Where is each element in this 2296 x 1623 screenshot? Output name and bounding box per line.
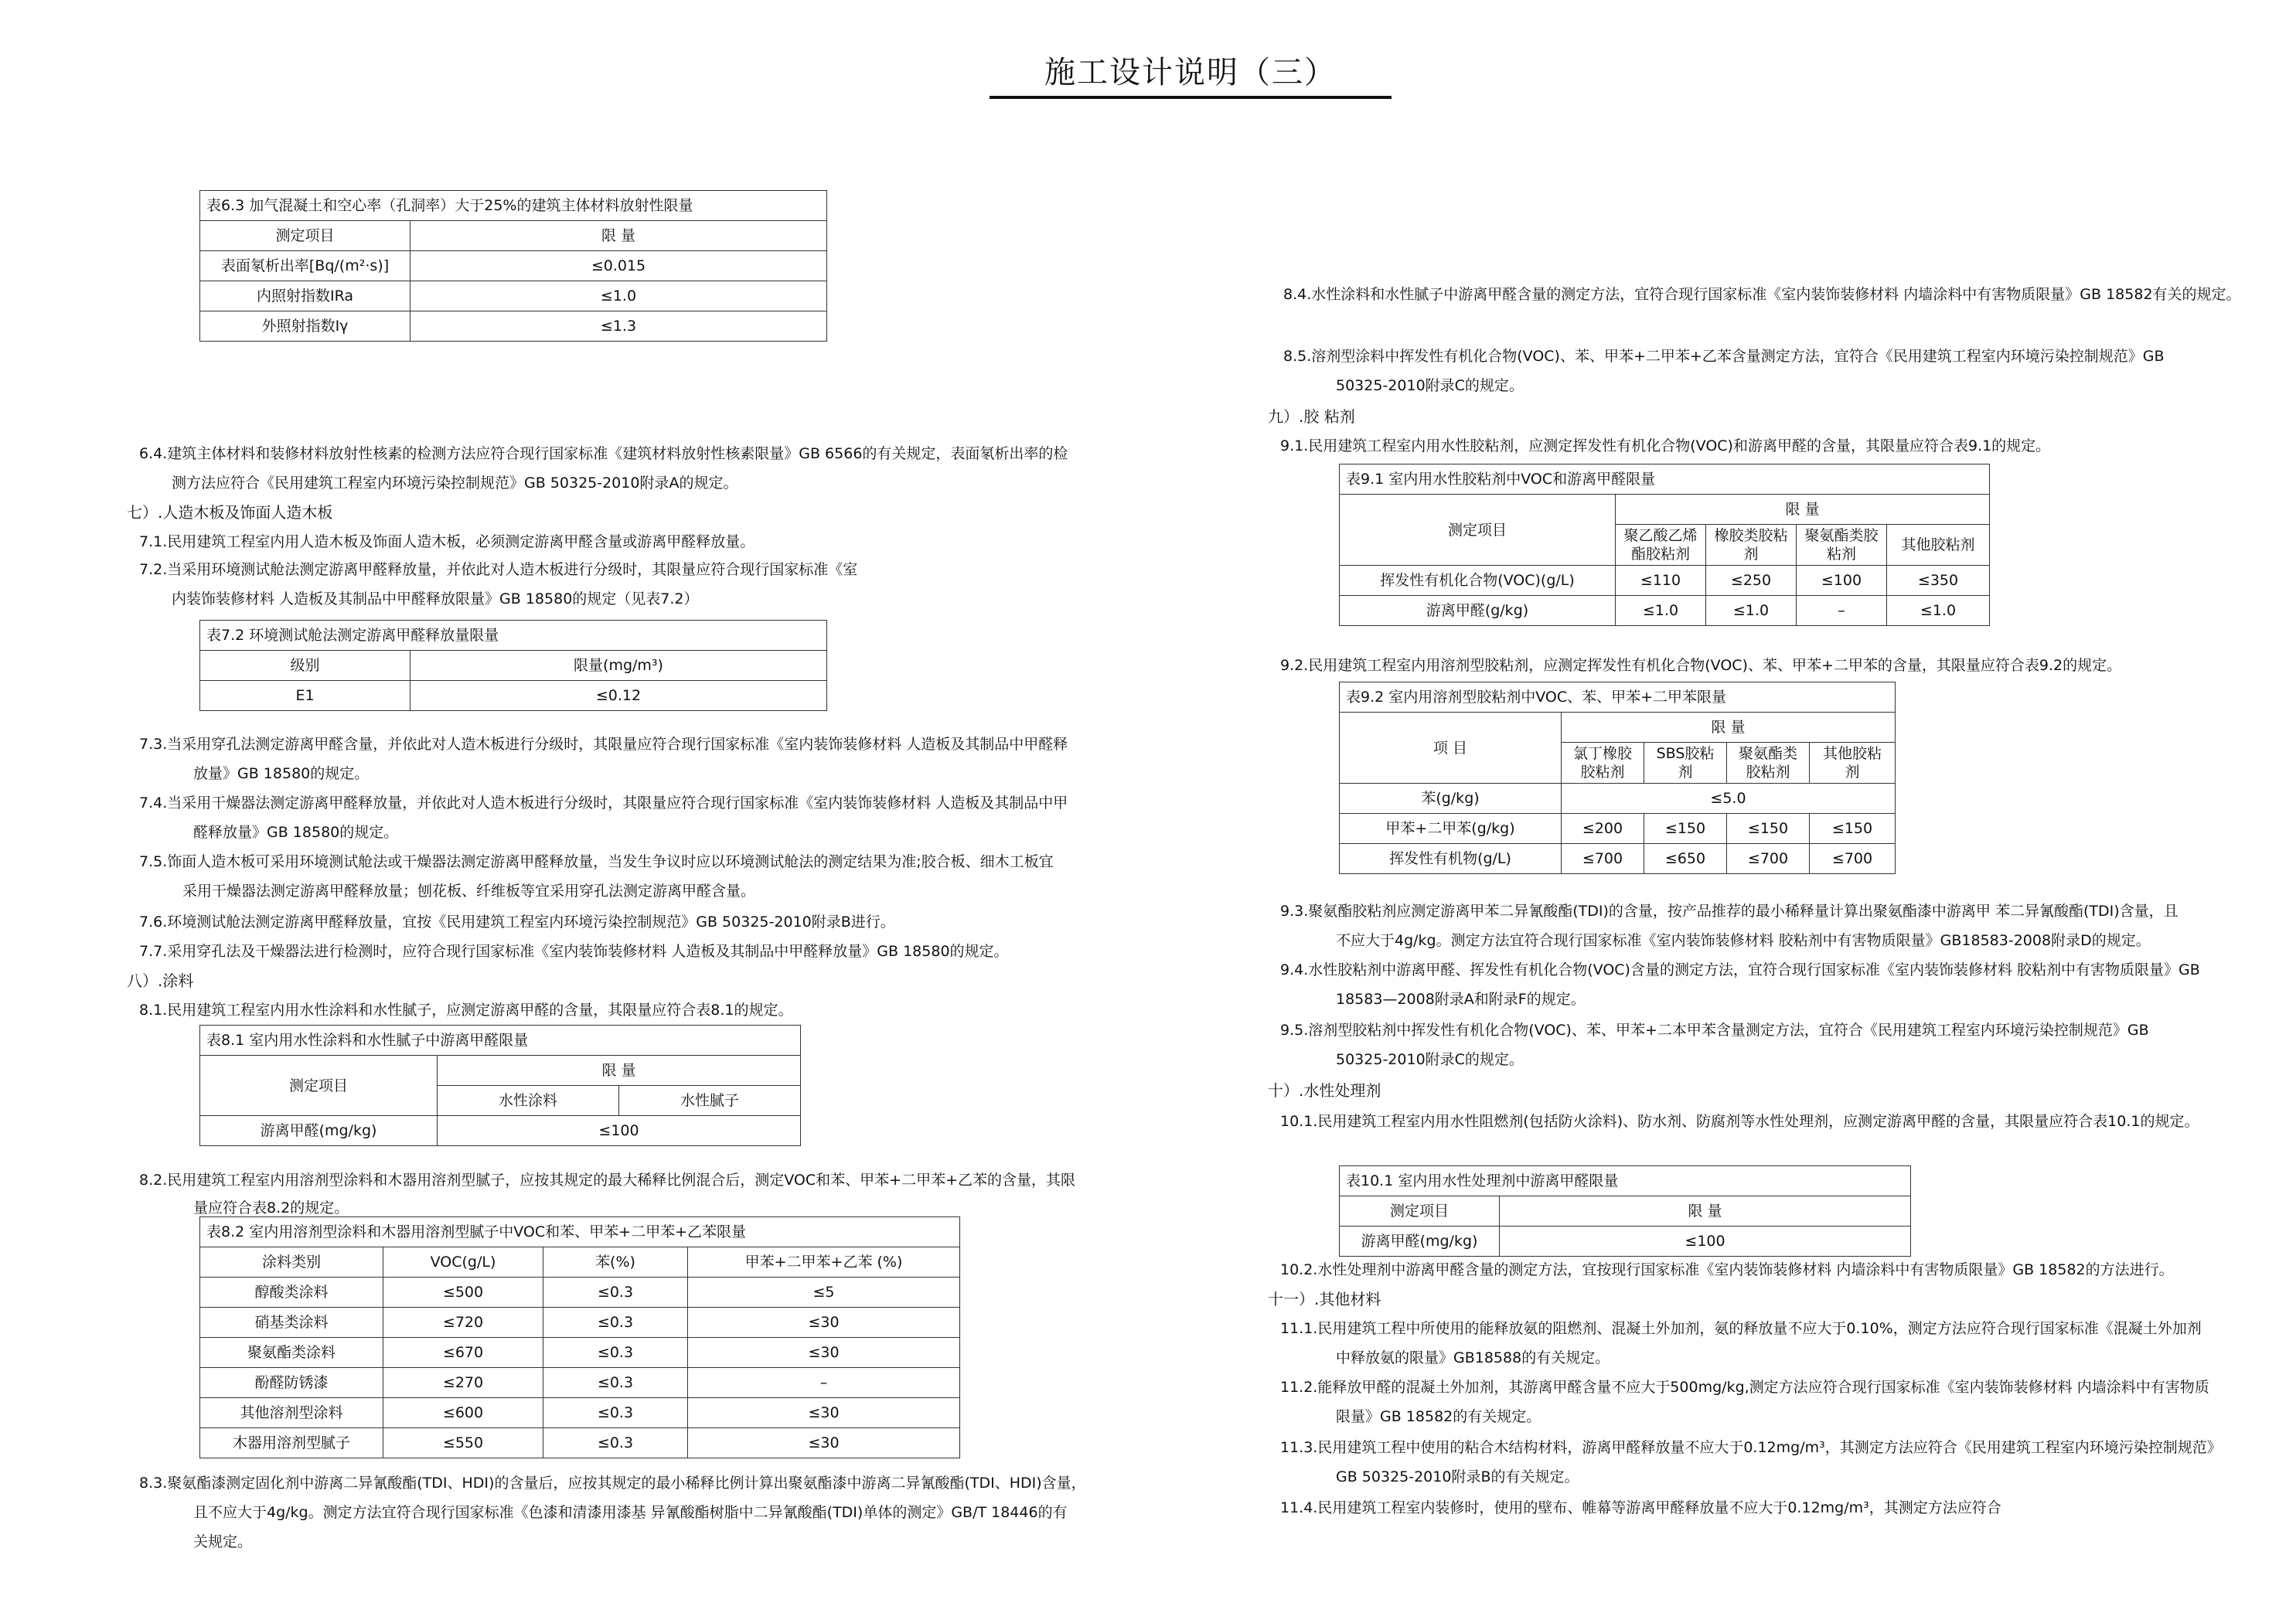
paragraph-11-2-cont: 限量》GB 18582的有关规定。 <box>1336 1408 1541 1425</box>
paragraph-7-7: 7.7.采用穿孔法及干燥器法进行检测时，应符合现行国家标准《室内装饰装修材料 人造板及其制品中甲醛释放量》GB 18580的规定。 <box>139 943 1009 960</box>
table-cell: ≤30 <box>688 1398 960 1428</box>
table-row <box>200 1338 960 1368</box>
table-caption: 表8.1 室内用水性涂料和水性腻子中游离甲醛限量 <box>200 1026 801 1056</box>
table-cell: ≤30 <box>688 1308 960 1338</box>
paragraph-9-5: 9.5.溶剂型胶粘剂中挥发性有机化合物(VOC)、苯、甲苯+二本甲苯含量测定方法，宜符合《民用建筑工程室内环境污染控制规范》GB <box>1280 1022 2149 1039</box>
table-header: VOC(g/L) <box>383 1247 543 1278</box>
table-cell: ≤0.3 <box>543 1398 688 1428</box>
table-cell: – <box>1797 596 1887 626</box>
table-cell: ≤0.015 <box>410 251 827 281</box>
table-cell: ≤350 <box>1887 566 1990 596</box>
table-9-1 <box>1339 464 1990 626</box>
table-header: 苯(%) <box>543 1247 688 1278</box>
table-row <box>200 1398 960 1428</box>
table-header: 限 量 <box>1616 495 1990 525</box>
table-cell: ≤100 <box>1797 566 1887 596</box>
table-cell: 木器用溶剂型腻子 <box>200 1428 383 1458</box>
table-cell: 挥发性有机化合物(VOC)(g/L) <box>1340 566 1616 596</box>
table-subheader: 氯丁橡胶胶粘剂 <box>1562 743 1644 784</box>
table-9-2 <box>1339 682 1896 874</box>
paragraph-9-1: 9.1.民用建筑工程室内用水性胶粘剂，应测定挥发性有机化合物(VOC)和游离甲醛的含量，其限量应符合表9.1的规定。 <box>1280 437 2051 454</box>
table-subheader: 其他胶粘剂 <box>1887 525 1990 566</box>
table-caption: 表6.3 加气混凝土和空心率（孔洞率）大于25%的建筑主体材料放射性限量 <box>200 191 827 221</box>
table-cell: ≤250 <box>1706 566 1797 596</box>
table-cell: ≤5 <box>688 1278 960 1308</box>
table-cell: ≤100 <box>1500 1227 1911 1257</box>
table-cell: 游离甲醛(g/kg) <box>1340 596 1616 626</box>
table-cell: ≤200 <box>1562 814 1644 844</box>
table-caption: 表7.2 环境测试舱法测定游离甲醛释放量限量 <box>200 621 827 651</box>
table-cell: 表面氡析出率[Bq/(m²·s)] <box>200 251 410 281</box>
table-header: 甲苯+二甲苯+乙苯 (%) <box>688 1247 960 1278</box>
page-title: 施工设计说明（三） <box>1044 55 1337 90</box>
table-cell: ≤700 <box>1810 844 1896 874</box>
paragraph-9-3-cont: 不应大于4g/kg。测定方法宜符合现行国家标准《室内装饰装修材料 胶粘剂中有害物质限量》GB18583-2008附录D的规定。 <box>1336 932 2151 949</box>
table-row <box>200 1368 960 1398</box>
paragraph-10-2: 10.2.水性处理剂中游离甲醛含量的测定方法，宜按现行国家标准《室内装饰装修材料 内墙涂料中有害物质限量》GB 18582的方法进行。 <box>1280 1261 2174 1278</box>
paragraph-7-3-cont: 放量》GB 18580的规定。 <box>193 765 370 782</box>
table-cell: ≤150 <box>1727 814 1810 844</box>
table-header: 测定项目 <box>1340 495 1616 566</box>
table-cell: E1 <box>200 681 410 711</box>
table-cell: ≤1.0 <box>1887 596 1990 626</box>
table-cell: ≤500 <box>383 1278 543 1308</box>
paragraph-7-2-cont: 内装饰装修材料 人造板及其制品中甲醛释放限量》GB 18580的规定（见表7.2） <box>172 590 699 607</box>
table-cell: ≤700 <box>1727 844 1810 874</box>
table-cell: ≤5.0 <box>1562 784 1896 814</box>
paragraph-7-3: 7.3.当采用穿孔法测定游离甲醛含量，并依此对人造木板进行分级时，其限量应符合现行国家标准《室内装饰装修材料 人造板及其制品中甲醛释 <box>139 736 1068 753</box>
paragraph-11-1-cont: 中释放氨的限量》GB18588的有关规定。 <box>1336 1349 1610 1366</box>
paragraph-9-3: 9.3.聚氨酯胶粘剂应测定游离甲苯二异氰酸酯(TDI)的含量，按产品推荐的最小稀释量计算出聚氨酯漆中游离甲 苯二异氰酸酯(TDI)含量，且 <box>1280 903 2178 920</box>
table-cell: ≤1.3 <box>410 311 827 342</box>
table-cell: ≤0.3 <box>543 1368 688 1398</box>
table-cell: ≤1.0 <box>410 281 827 311</box>
paragraph-9-4-cont: 18583—2008附录A和附录F的规定。 <box>1336 991 1586 1008</box>
table-row <box>200 281 827 311</box>
paragraph-8-3: 8.3.聚氨酯漆测定固化剂中游离二异氰酸酯(TDI、HDI)的含量后，应按其规定的最小稀释比例计算出聚氨酯漆中游离二异氰酸酯(TDI、HDI)含量， <box>139 1475 1086 1492</box>
paragraph-7-4: 7.4.当采用干燥器法测定游离甲醛释放量，并依此对人造木板进行分级时，其限量应符合现行国家标准《室内装饰装修材料 人造板及其制品中甲 <box>139 794 1068 812</box>
table-row <box>200 1308 960 1338</box>
table-cell: 苯(g/kg) <box>1340 784 1562 814</box>
table-7-2 <box>199 620 827 711</box>
table-row <box>1340 1227 1911 1257</box>
table-header: 限 量 <box>1562 713 1896 743</box>
table-subheader: 其他胶粘剂 <box>1810 743 1896 784</box>
table-cell: ≤0.3 <box>543 1338 688 1368</box>
table-cell: 甲苯+二甲苯(g/kg) <box>1340 814 1562 844</box>
table-cell: ≤650 <box>1644 844 1727 874</box>
table-subheader: 聚氨酯类胶粘剂 <box>1797 525 1887 566</box>
title-underline <box>990 96 1392 99</box>
table-cell: ≤100 <box>438 1116 801 1146</box>
section-heading-10: 十）.水性处理剂 <box>1268 1081 1381 1100</box>
table-header: 级别 <box>200 651 410 681</box>
table-header: 测定项目 <box>1340 1196 1500 1227</box>
table-cell: 醇酸类涂料 <box>200 1278 383 1308</box>
paragraph-9-4: 9.4.水性胶粘剂中游离甲醛、挥发性有机化合物(VOC)含量的测定方法，宜符合现行国家标准《室内装饰装修材料 胶粘剂中有害物质限量》GB <box>1280 961 2200 978</box>
paragraph-8-2: 8.2.民用建筑工程室内用溶剂型涂料和木器用溶剂型腻子，应按其规定的最大稀释比例混合后，测定VOC和苯、甲苯+二甲苯+乙苯的含量，其限 <box>139 1172 1075 1189</box>
table-10-1 <box>1339 1165 1911 1257</box>
paragraph-7-5: 7.5.饰面人造木板可采用环境测试舱法或干燥器法测定游离甲醛释放量，当发生争议时应以环境测试舱法的测定结果为准;胶合板、细木工板宜 <box>139 853 1054 870</box>
table-row <box>200 1116 801 1146</box>
table-subheader: 水性腻子 <box>619 1086 801 1116</box>
table-subheader: 聚乙酸乙烯酯胶粘剂 <box>1616 525 1706 566</box>
paragraph-9-5-cont: 50325-2010附录C的规定。 <box>1336 1051 1524 1068</box>
table-row <box>1340 566 1990 596</box>
table-cell: 游离甲醛(mg/kg) <box>1340 1227 1500 1257</box>
section-heading-8: 八）.涂料 <box>127 971 194 990</box>
paragraph-7-5-cont: 采用干燥器法测定游离甲醛释放量；刨花板、纤维板等宜采用穿孔法测定游离甲醛含量。 <box>182 883 756 900</box>
paragraph-8-5: 8.5.溶剂型涂料中挥发性有机化合物(VOC)、苯、甲苯+二甲苯+乙苯含量测定方法，宜符合《民用建筑工程室内环境污染控制规范》GB <box>1283 348 2165 365</box>
table-header: 限量(mg/m³) <box>410 651 827 681</box>
paragraph-8-5-cont: 50325-2010附录C的规定。 <box>1336 377 1524 394</box>
table-subheader: 橡胶类胶粘剂 <box>1706 525 1797 566</box>
table-cell: ≤1.0 <box>1706 596 1797 626</box>
table-cell: ≤0.3 <box>543 1308 688 1338</box>
table-row <box>200 251 827 281</box>
table-cell: ≤550 <box>383 1428 543 1458</box>
table-cell: 其他溶剂型涂料 <box>200 1398 383 1428</box>
table-subheader: 水性涂料 <box>438 1086 619 1116</box>
table-cell: 挥发性有机物(g/L) <box>1340 844 1562 874</box>
paragraph-6-4: 6.4.建筑主体材料和装修材料放射性核素的检测方法应符合现行国家标准《建筑材料放射性核素限量》GB 6566的有关规定，表面氡析出率的检 <box>139 445 1068 462</box>
paragraph-11-4: 11.4.民用建筑工程室内装修时，使用的壁布、帷幕等游离甲醛释放量不应大于0.12mg/m³，其测定方法应符合 <box>1280 1499 2001 1516</box>
table-cell: 硝基类涂料 <box>200 1308 383 1338</box>
table-header: 测定项目 <box>200 1056 438 1116</box>
paragraph-10-1: 10.1.民用建筑工程室内用水性阻燃剂(包括防火涂料)、防水剂、防腐剂等水性处理剂，应测定游离甲醛的含量，其限量应符合表10.1的规定。 <box>1280 1113 2199 1130</box>
section-heading-11: 十一）.其他材料 <box>1268 1290 1381 1308</box>
table-subheader: 聚氨酯类胶粘剂 <box>1727 743 1810 784</box>
table-row <box>200 1278 960 1308</box>
table-cell: 内照射指数IRa <box>200 281 410 311</box>
paragraph-8-1: 8.1.民用建筑工程室内用水性涂料和水性腻子，应测定游离甲醛的含量，其限量应符合表8.1的规定。 <box>139 1002 793 1019</box>
table-header: 限 量 <box>410 221 827 251</box>
table-caption: 表9.2 室内用溶剂型胶粘剂中VOC、苯、甲苯+二甲苯限量 <box>1340 682 1896 713</box>
table-caption: 表10.1 室内用水性处理剂中游离甲醛限量 <box>1340 1166 1911 1196</box>
paragraph-11-1: 11.1.民用建筑工程中所使用的能释放氨的阻燃剂、混凝土外加剂，氨的释放量不应大于0.10%，测定方法应符合现行国家标准《混凝土外加剂 <box>1280 1320 2202 1337</box>
table-cell: ≤600 <box>383 1398 543 1428</box>
table-cell: ≤110 <box>1616 566 1706 596</box>
table-caption: 表9.1 室内用水性胶粘剂中VOC和游离甲醛限量 <box>1340 464 1990 495</box>
table-cell: 酚醛防锈漆 <box>200 1368 383 1398</box>
table-cell: ≤670 <box>383 1338 543 1368</box>
table-cell: ≤0.3 <box>543 1428 688 1458</box>
table-cell: ≤270 <box>383 1368 543 1398</box>
section-heading-9: 九）.胶 粘剂 <box>1268 407 1355 426</box>
table-cell: ≤700 <box>1562 844 1644 874</box>
table-header: 限 量 <box>1500 1196 1911 1227</box>
table-row <box>1340 844 1896 874</box>
table-header: 限 量 <box>438 1056 801 1086</box>
table-cell: ≤30 <box>688 1428 960 1458</box>
table-row <box>1340 596 1990 626</box>
paragraph-11-3: 11.3.民用建筑工程中使用的粘合木结构材料，游离甲醛释放量不应大于0.12mg/m³，其测定方法应符合《民用建筑工程室内环境污染控制规范》 <box>1280 1439 2222 1456</box>
table-6-3 <box>199 190 827 342</box>
paragraph-8-3-cont2: 关规定。 <box>193 1533 253 1550</box>
paragraph-7-6: 7.6.环境测试舱法测定游离甲醛释放量，宜按《民用建筑工程室内环境污染控制规范》GB 50325-2010附录B进行。 <box>139 914 895 931</box>
table-row <box>1340 814 1896 844</box>
table-cell: ≤1.0 <box>1616 596 1706 626</box>
paragraph-8-3-cont: 且不应大于4g/kg。测定方法宜符合现行国家标准《色漆和清漆用漆基 异氰酸酯树脂中二异氰酸酯(TDI)单体的测定》GB/T 18446的有 <box>193 1504 1068 1521</box>
paragraph-7-1: 7.1.民用建筑工程室内用人造木板及饰面人造木板，必须测定游离甲醛含量或游离甲醛释放量。 <box>139 533 755 550</box>
paragraph-6-4-cont: 测方法应符合《民用建筑工程室内环境污染控制规范》GB 50325-2010附录A的规定。 <box>172 475 738 492</box>
table-cell: 聚氨酯类涂料 <box>200 1338 383 1368</box>
paragraph-11-3-cont: GB 50325-2010附录B的有关规定。 <box>1336 1468 1579 1485</box>
table-header: 项 目 <box>1340 713 1562 784</box>
paragraph-8-2-cont: 量应符合表8.2的规定。 <box>193 1199 349 1216</box>
table-header: 测定项目 <box>200 221 410 251</box>
table-caption: 表8.2 室内用溶剂型涂料和木器用溶剂型腻子中VOC和苯、甲苯+二甲苯+乙苯限量 <box>200 1217 960 1247</box>
table-row <box>200 681 827 711</box>
table-cell: ≤0.3 <box>543 1278 688 1308</box>
table-8-1 <box>199 1025 801 1146</box>
table-row <box>200 311 827 342</box>
table-cell: 游离甲醛(mg/kg) <box>200 1116 438 1146</box>
table-cell: ≤0.12 <box>410 681 827 711</box>
paragraph-7-2: 7.2.当采用环境测试舱法测定游离甲醛释放量，并依此对人造木板进行分级时，其限量应符合现行国家标准《室 <box>139 561 858 578</box>
table-subheader: SBS胶粘剂 <box>1644 743 1727 784</box>
table-cell: ≤30 <box>688 1338 960 1368</box>
paragraph-7-4-cont: 醛释放量》GB 18580的规定。 <box>193 824 399 841</box>
table-header: 涂料类别 <box>200 1247 383 1278</box>
paragraph-11-2: 11.2.能释放甲醛的混凝土外加剂，其游离甲醛含量不应大于500mg/kg,测定方法应符合现行国家标准《室内装饰装修材料 内墙涂料中有害物质 <box>1280 1379 2209 1396</box>
paragraph-8-4: 8.4.水性涂料和水性腻子中游离甲醛含量的测定方法，宜符合现行国家标准《室内装饰装修材料 内墙涂料中有害物质限量》GB 18582有关的规定。 <box>1283 286 2241 303</box>
section-heading-7: 七）.人造木板及饰面人造木板 <box>127 503 333 522</box>
paragraph-9-2: 9.2.民用建筑工程室内用溶剂型胶粘剂，应测定挥发性有机化合物(VOC)、苯、甲苯+二甲苯的含量，其限量应符合表9.2的规定。 <box>1280 657 2122 674</box>
table-cell: – <box>688 1368 960 1398</box>
table-row <box>200 1428 960 1458</box>
table-cell: ≤150 <box>1810 814 1896 844</box>
table-cell: ≤720 <box>383 1308 543 1338</box>
table-8-2 <box>199 1216 960 1458</box>
table-row <box>1340 784 1896 814</box>
table-cell: ≤150 <box>1644 814 1727 844</box>
table-cell: 外照射指数Iγ <box>200 311 410 342</box>
